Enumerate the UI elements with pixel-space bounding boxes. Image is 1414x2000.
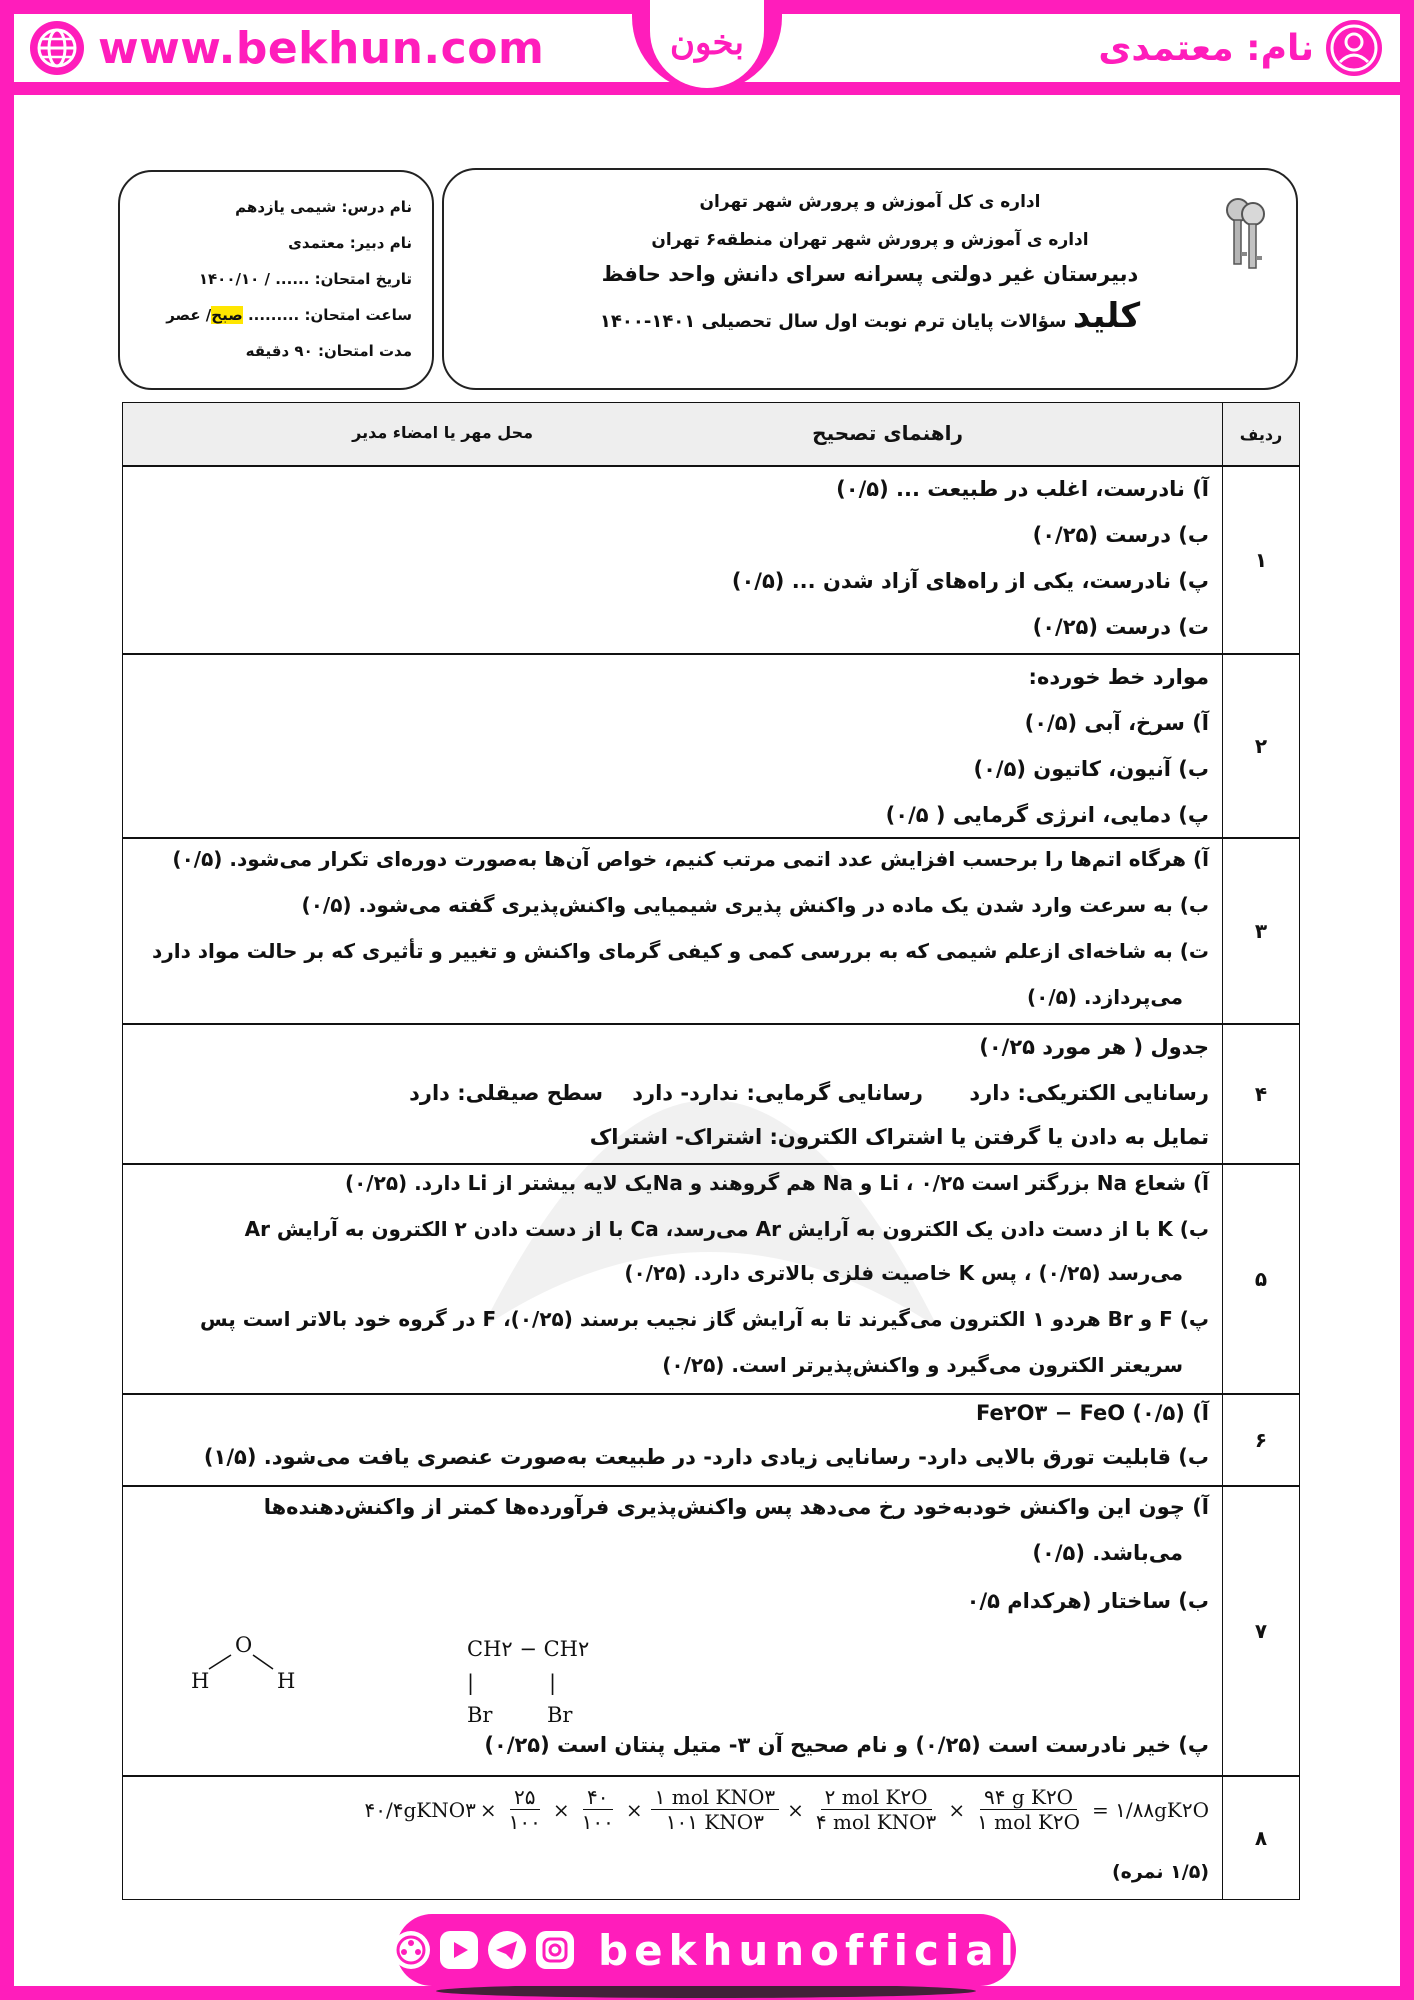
answer-line: آ) سرخ، آبی (۰/۵)	[1024, 711, 1209, 735]
answer-line: آ) نادرست، اغلب در طبیعت ... (۰/۵)	[836, 477, 1209, 501]
row-number: ۷	[1222, 1487, 1299, 1775]
structure-atom-h: H	[277, 1669, 296, 1693]
org-line-1: اداره ی کل آموزش و پرورش شهر تهران	[699, 192, 1041, 212]
fraction: $\frac{\text{۹۴ g K۲O}}{\text{۱ mol K۲O}}$	[977, 1785, 1081, 1834]
stoichiometry-calculation	[365, 1785, 1209, 1834]
instagram-icon[interactable]	[536, 1931, 574, 1969]
answer-line: پ) F و Br هردو ۱ الکترون می‌گیرند تا به آرایش گاز نجیب برسند (۰/۲۵)، F در گروه خود بالاتر است پس	[200, 1307, 1209, 1331]
answer-line: موارد خط خورده:	[1028, 665, 1209, 689]
fraction: $\frac{۴۰}{۱۰۰}$	[581, 1785, 614, 1834]
answer-line: ب) قابلیت تورق بالایی دارد- رسانایی زیادی دارد- در طبیعت به‌صورت عنصری یافت می‌شود. (۱/۵)	[203, 1445, 1209, 1469]
answer-line: آ) چون این واکنش خودبه‌خود رخ می‌دهد پس واکنش‌پذیری فرآورده‌ها کمتر از واکنش‌دهنده‌ها	[263, 1495, 1209, 1519]
water-structure	[181, 1633, 301, 1703]
answer-line: ب) ساختار (هرکدام ۰/۵	[966, 1589, 1209, 1613]
table-row	[122, 1486, 1300, 1776]
school-name: دبیرستان غیر دولتی پسرانه سرای دانش واحد حافظ	[601, 262, 1139, 286]
student-name-block	[1098, 20, 1382, 76]
answer-line: ب) K با از دست دادن یک الکترون به آرایش Ar می‌رسد، Ca با از دست دادن ۲ الکترون به آرایش Ar	[244, 1217, 1209, 1241]
answer-line: ب) درست (۰/۲۵)	[1032, 523, 1209, 547]
answer-line: می‌پردازد. (۰/۵)	[1026, 985, 1183, 1009]
exam-time-evening: / عصر	[166, 306, 212, 324]
fraction: $\frac{۲۵}{۱۰۰}$	[508, 1785, 541, 1834]
answer-line: پ) نادرست، یکی از راه‌های آزاد شدن ... (۰/۵)	[731, 569, 1209, 593]
answer-line: آ) هرگاه اتم‌ها را برحسب افزایش عدد اتمی مرتب کنیم، خواص آن‌ها به‌صورت دوره‌ای تکرار می‌شود. (۰/۵)	[172, 847, 1209, 871]
row-number: ۶	[1222, 1395, 1299, 1485]
fraction: $\frac{\text{۲ mol K۲O}}{\text{۴ mol KNO۳}}$	[815, 1785, 937, 1834]
calc-result: = ۱/۸۸gK۲O	[1092, 1797, 1209, 1822]
teacher-name: نام دبیر: معتمدی	[288, 234, 412, 252]
answer-line: رسانایی گرمایی: ندارد- دارد	[632, 1081, 923, 1105]
answer-key-word: کلید	[1072, 296, 1141, 336]
footer-shadow	[436, 1984, 976, 1998]
website-url[interactable]: www.bekhun.com	[98, 22, 545, 74]
exam-title-line	[504, 296, 1236, 336]
answer-line: ب) به سرعت وارد شدن یک ماده در واکنش پذیری شیمیایی واکنش‌پذیری گفته می‌شود. (۰/۵)	[301, 893, 1209, 917]
answer-line: آ) شعاع Na بزرگتر است ۰/۲۵ ، Li و Na هم گروهند و Naیک لایه بیشتر از Li دارد. (۰/۲۵)	[344, 1171, 1209, 1195]
user-icon	[1326, 20, 1382, 76]
structure-bond: |	[467, 1671, 475, 1695]
column-header-guide: راهنمای تصحیح	[812, 421, 963, 445]
answer-line: تمایل به دادن یا گرفتن یا اشتراک الکترون: اشتراک- اشتراک	[589, 1125, 1209, 1149]
times-sign: ×	[625, 1797, 643, 1822]
exam-info-box	[118, 170, 434, 390]
column-header-stamp: محل مهر یا امضاء مدیر	[352, 423, 533, 442]
row-number: ۱	[1222, 467, 1299, 653]
answer-line: پ) خیر نادرست است (۰/۲۵) و نام صحیح آن ۳- متیل پنتان است (۰/۲۵)	[484, 1733, 1209, 1757]
exam-header-box	[442, 168, 1298, 390]
answer-line: سریعتر الکترون می‌گیرد و واکنش‌پذیرتر است. (۰/۲۵)	[662, 1353, 1183, 1377]
table-row	[122, 466, 1300, 654]
youtube-icon[interactable]	[440, 1931, 478, 1969]
times-sign: ×	[948, 1797, 966, 1822]
table-row	[122, 1394, 1300, 1486]
structure-bond: |	[549, 1671, 557, 1695]
exam-time	[166, 306, 412, 324]
exam-time-morning: صبح	[211, 306, 243, 324]
answer-line: جدول ( هر مورد ۰/۲۵)	[979, 1035, 1209, 1059]
structure-atom-br: Br	[467, 1703, 493, 1727]
table-row	[122, 1776, 1300, 1900]
table-row	[122, 1024, 1300, 1164]
row-number: ۳	[1222, 839, 1299, 1023]
answer-line: می‌باشد. (۰/۵)	[1032, 1541, 1183, 1565]
exam-date: تاریخ امتحان: ...... / ۱۴۰۰/۱۰	[198, 270, 412, 288]
row-number: ۸	[1222, 1777, 1299, 1899]
row-number: ۲	[1222, 655, 1299, 837]
table-header-row	[122, 402, 1300, 466]
answer-line: آ) Fe۲O۳ − FeO (۰/۵)	[976, 1401, 1209, 1425]
answer-line: پ) دمایی، انرژی گرمایی ( ۰/۵)	[885, 803, 1209, 827]
brand-logo: بخون	[670, 23, 744, 63]
fraction: $\frac{\text{۱ mol KNO۳}}{\text{۱۰۱ KNO۳}}$	[651, 1785, 779, 1834]
structure-atom-br: Br	[547, 1703, 573, 1727]
column-header-row-number: ردیف	[1222, 403, 1299, 465]
social-handle[interactable]: bekhunofficial	[598, 1925, 1021, 1975]
answer-line: سطح صیقلی: دارد	[409, 1081, 603, 1105]
score-note: (۱/۵ نمره)	[1111, 1861, 1209, 1883]
dibromoethane-structure	[467, 1637, 590, 1727]
telegram-icon[interactable]	[488, 1931, 526, 1969]
calc-start: ۴۰/۴gKNO۳	[364, 1797, 476, 1822]
answer-line: ت) به شاخه‌ای ازعلم شیمی که به بررسی کمی و کیفی گرمای واکنش و تغییر و تأثیری که بر حالت مواد دارد	[151, 939, 1209, 963]
course-name: نام درس: شیمی یازدهم	[235, 198, 412, 216]
times-sign: ×	[552, 1797, 570, 1822]
row-number: ۵	[1222, 1165, 1299, 1393]
answer-line: ب) آنیون، کاتیون (۰/۵)	[973, 757, 1209, 781]
exam-title: سؤالات پایان ترم نوبت اول سال تحصیلی ۱۴۰۱-۱۴۰۰	[599, 311, 1067, 332]
answer-line: رسانایی الکتریکی: دارد	[969, 1081, 1209, 1105]
answer-line: می‌رسد (۰/۲۵) ، پس K خاصیت فلزی بالاتری دارد. (۰/۲۵)	[624, 1261, 1183, 1285]
times-sign: ×	[787, 1797, 804, 1822]
org-line-2: اداره ی آموزش و پرورش شهر تهران منطقه۶ تهران	[651, 230, 1089, 250]
table-row	[122, 654, 1300, 838]
website-link[interactable]	[30, 20, 544, 76]
structure-atom-h: H	[191, 1669, 210, 1693]
student-name: نام: معتمدی	[1098, 27, 1314, 69]
globe-icon	[30, 21, 84, 75]
structure-chain: CH۲ − CH۲	[467, 1637, 590, 1661]
exam-duration: مدت امتحان: ۹۰ دقیقه	[245, 342, 412, 360]
answer-line: ت) درست (۰/۲۵)	[1032, 615, 1209, 639]
structure-atom-o: O	[235, 1633, 253, 1657]
top-banner	[0, 0, 1414, 95]
film-reel-icon[interactable]	[392, 1931, 430, 1969]
times-sign: ×	[479, 1797, 497, 1822]
social-footer	[396, 1914, 1021, 1986]
row-number: ۴	[1222, 1025, 1299, 1163]
table-row	[122, 1164, 1300, 1394]
exam-time-label: ساعت امتحان: .........	[247, 306, 412, 324]
answer-table	[122, 402, 1300, 1900]
table-row	[122, 838, 1300, 1024]
